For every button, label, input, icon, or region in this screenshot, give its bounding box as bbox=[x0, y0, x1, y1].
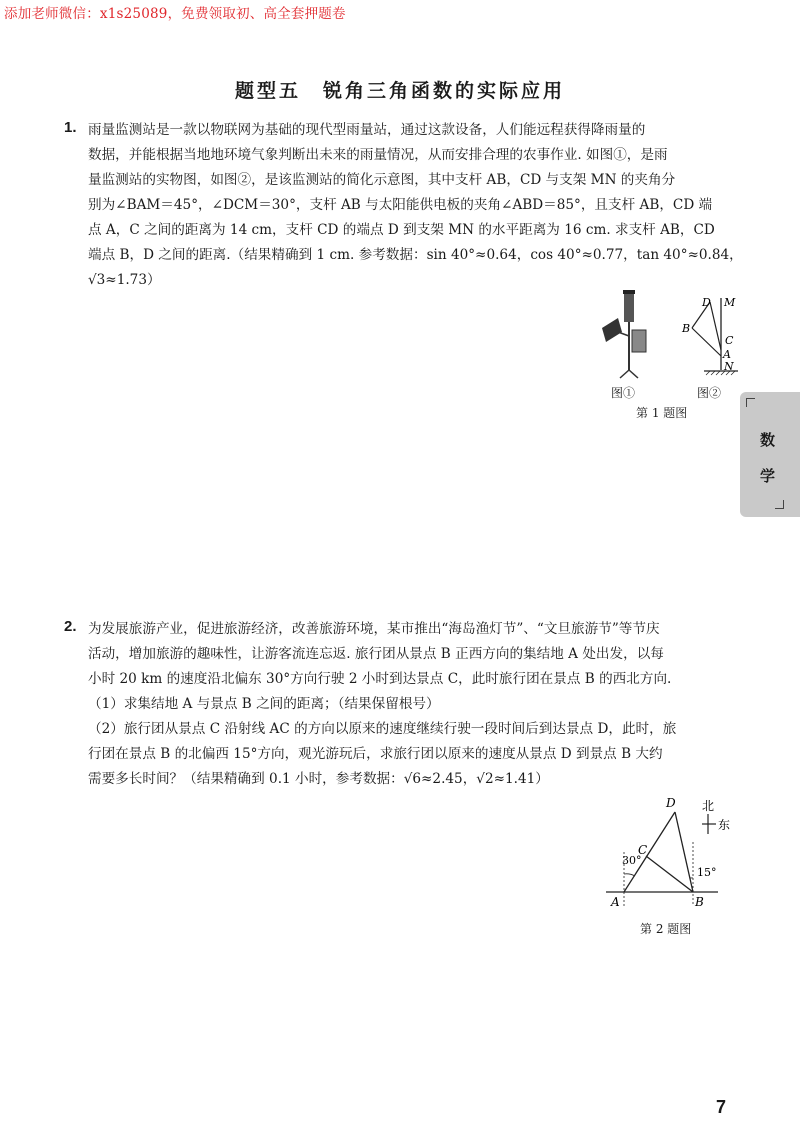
label-c: C bbox=[638, 843, 648, 857]
question-2-line: （1）求集结地 A 与景点 B 之间的距离；（结果保留根号） bbox=[88, 696, 440, 712]
question-2-line: 小时 20 km 的速度沿北偏东 30°方向行驶 2 小时到达景点 C，此时旅行团在景点 B 的西北方向. bbox=[88, 671, 672, 687]
question-2-figure-caption: 第 2 题图 bbox=[640, 922, 692, 936]
label-b: B bbox=[695, 895, 704, 909]
question-2-line: （2）旅行团从景点 C 沿射线 AC 的方向以原来的速度继续行驶一段时间后到达景点 D，此时，旅 bbox=[88, 721, 677, 737]
label-d: D bbox=[702, 296, 711, 309]
label-m: M bbox=[724, 296, 736, 309]
question-1-line: 别为∠BAM＝45°，∠DCM＝30°，支杆 AB 与太阳能供电板的夹角∠ABD＝85°，且支杆 AB，CD 端 bbox=[88, 197, 713, 213]
label-n: N bbox=[724, 360, 734, 373]
ray-ac bbox=[624, 812, 675, 892]
label-angle-30: 30° bbox=[622, 854, 642, 867]
label-a: A bbox=[723, 348, 731, 361]
question-2-figure bbox=[600, 792, 760, 914]
tab-bracket bbox=[775, 500, 784, 509]
rain-gauge-cap bbox=[623, 290, 635, 294]
label-d: D bbox=[666, 796, 676, 810]
label-angle-15: 15° bbox=[697, 866, 717, 879]
question-2-number: 2. bbox=[64, 618, 77, 635]
label-north: 北 bbox=[702, 799, 715, 813]
question-2-line: 为发展旅游产业，促进旅游经济，改善旅游环境，某市推出“海岛渔灯节”、“文旦旅游节”等节庆 bbox=[88, 621, 660, 637]
tab-bracket bbox=[746, 398, 755, 407]
label-b: B bbox=[682, 322, 691, 335]
rod-cd bbox=[710, 302, 721, 350]
figure-2-caption: 图② bbox=[697, 386, 722, 400]
label-c: C bbox=[725, 334, 734, 347]
rain-gauge-cylinder bbox=[624, 292, 634, 322]
figure-2-diagram bbox=[676, 292, 746, 384]
label-east: 东 bbox=[718, 818, 731, 832]
question-1-line: 点 A，C 之间的距离为 14 cm，支杆 CD 的端点 D 到支架 MN 的水平距离为 16 cm. 求支杆 AB，CD bbox=[88, 222, 715, 238]
section-title: 题型五 锐角三角函数的实际应用 bbox=[234, 80, 565, 102]
question-1-line: 端点 B，D 之间的距离.（结果精确到 1 cm. 参考数据：sin 40°≈0.64，cos 40°≈0.77，tan 40°≈0.84， bbox=[88, 247, 743, 263]
question-1-line: 量监测站的实物图，如图②，是该监测站的简化示意图，其中支杆 AB，CD 与支架 MN 的夹角分 bbox=[88, 172, 676, 188]
panel-arm bbox=[618, 332, 629, 336]
subject-tab-label bbox=[760, 422, 775, 494]
question-1-line: 数据，并能根据当地地环境气象判断出未来的雨量情况，从而安排合理的农事作业. 如图①，是雨 bbox=[88, 147, 668, 163]
question-1-figure-caption: 第 1 题图 bbox=[636, 406, 688, 420]
page-number: 7 bbox=[716, 1097, 727, 1117]
figure-1-caption: 图① bbox=[611, 386, 636, 400]
question-1-line: 雨量监测站是一款以物联网为基础的现代型雨量站，通过这款设备，人们能远程获得降雨量的 bbox=[88, 122, 646, 138]
subject-char: 学 bbox=[760, 467, 776, 485]
control-box bbox=[632, 330, 646, 352]
watermark: 添加老师微信：x1s25089，免费领取初、高全套押题卷 bbox=[4, 6, 346, 22]
solar-panel bbox=[602, 318, 622, 342]
subject-tab bbox=[740, 392, 800, 517]
question-1-number: 1. bbox=[64, 119, 77, 136]
base-leg bbox=[620, 370, 629, 378]
question-2-line: 需要多长时间？（结果精确到 0.1 小时，参考数据：√6≈2.45，√2≈1.41） bbox=[88, 771, 549, 787]
figure-1-photo bbox=[596, 288, 666, 380]
question-2-line: 行团在景点 B 的北偏西 15°方向，观光游玩后，求旅行团以原来的速度从景点 D 到景点 B 大约 bbox=[88, 746, 663, 762]
question-1-line: √3≈1.73） bbox=[88, 272, 161, 288]
subject-char: 数 bbox=[760, 431, 776, 449]
base-leg bbox=[629, 370, 638, 378]
label-a: A bbox=[611, 895, 620, 909]
question-2-line: 活动，增加旅游的趣味性，让游客流连忘返. 旅行团从景点 B 正西方向的集结地 A 处出发，以每 bbox=[88, 646, 664, 662]
angle-arc-30 bbox=[624, 874, 635, 876]
